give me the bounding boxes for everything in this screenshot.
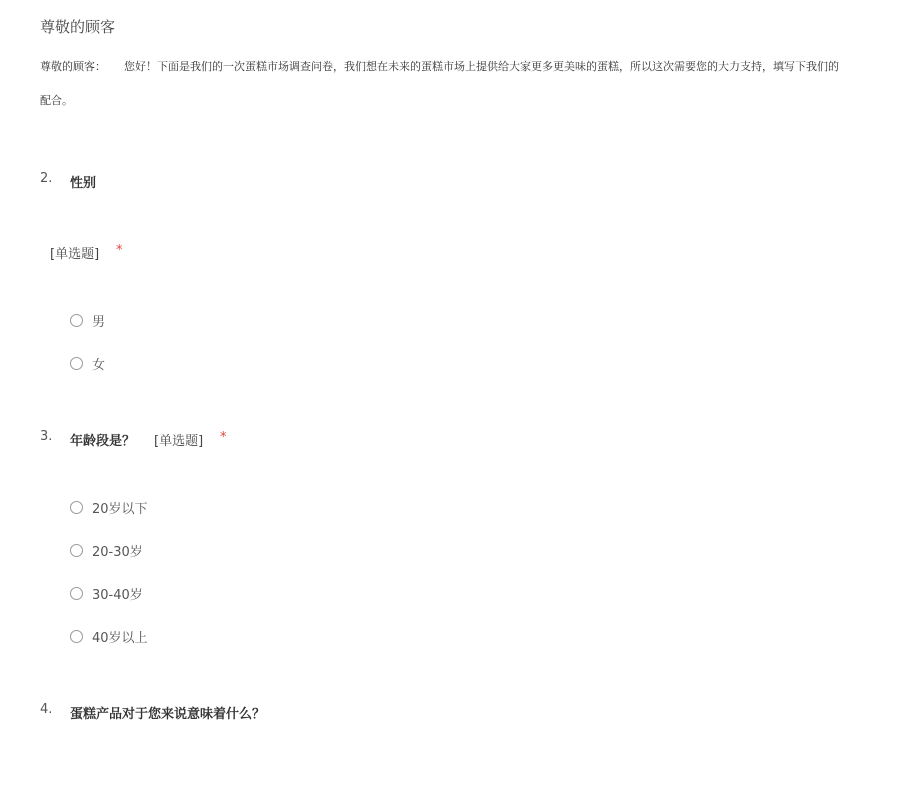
intro-paragraph — [40, 58, 900, 74]
option-male[interactable] — [70, 311, 105, 329]
option-age-20-30[interactable] — [70, 541, 143, 559]
question-type-label: [单选题] — [50, 247, 100, 262]
radio-button[interactable] — [70, 544, 83, 557]
radio-button[interactable] — [70, 630, 83, 643]
question-type-label: [单选题] — [154, 434, 204, 449]
option-label: 20岁以下 — [92, 501, 148, 517]
question-title-gender: 性别 — [70, 176, 97, 191]
required-asterisk: * — [220, 430, 227, 445]
question-title-meaning: 蛋糕产品对于您来说意味着什么？ — [70, 707, 266, 722]
option-label: 20-30岁 — [92, 544, 143, 560]
option-age-under-20[interactable] — [70, 498, 148, 516]
question-number: 4. — [40, 702, 53, 717]
intro-body-continued: 配合。 — [40, 94, 73, 107]
required-asterisk: * — [116, 243, 123, 258]
question-number: 3. — [40, 429, 53, 444]
radio-button[interactable] — [70, 587, 83, 600]
option-label: 女 — [92, 357, 106, 373]
option-label: 男 — [92, 314, 106, 330]
question-number: 2. — [40, 171, 53, 186]
intro-title: 尊敬的顾客 — [40, 18, 116, 36]
option-label: 40岁以上 — [92, 630, 148, 646]
radio-button[interactable] — [70, 357, 83, 370]
intro-body: 您好！下面是我们的一次蛋糕市场调查问卷，我们想在未来的蛋糕市场上提供给大家更多更美味的蛋糕，所以这次需要您的大力支持，填写下我们的 — [124, 60, 839, 73]
option-age-30-40[interactable] — [70, 584, 143, 602]
option-label: 30-40岁 — [92, 587, 143, 603]
option-female[interactable] — [70, 354, 105, 372]
option-age-over-40[interactable] — [70, 627, 148, 645]
radio-button[interactable] — [70, 501, 83, 514]
radio-button[interactable] — [70, 314, 83, 327]
intro-greeting: 尊敬的顾客： — [40, 60, 106, 73]
question-title-age: 年龄段是？ — [70, 434, 136, 449]
